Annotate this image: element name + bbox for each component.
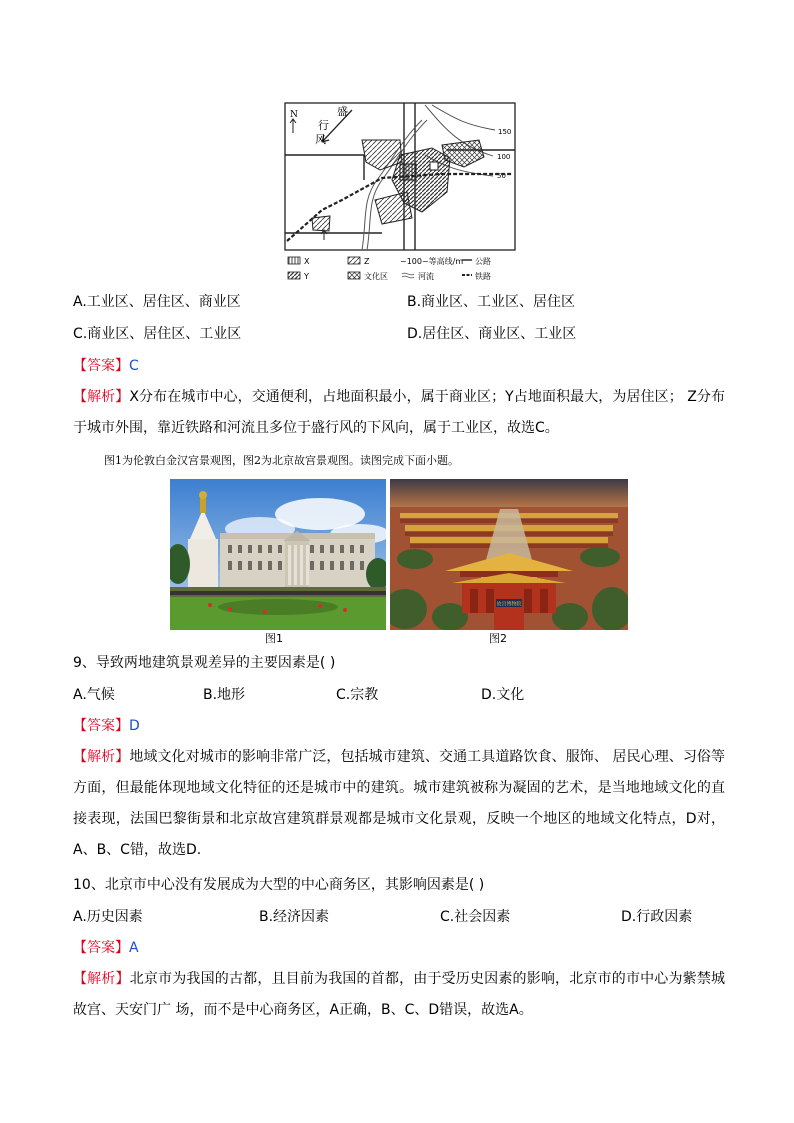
q10-answer xyxy=(73,938,139,958)
contour-label-150: 150 xyxy=(498,128,512,136)
zone-small-sw xyxy=(312,216,330,231)
q8-option-b[interactable]: B.商业区、工业区、居住区 xyxy=(407,294,576,310)
figure-1-caption: 图1 xyxy=(265,632,283,645)
q8-analysis xyxy=(73,382,725,444)
q9-analysis-tag: 【解析】 xyxy=(73,749,130,765)
q9-analysis-text: 地域文化对城市的影响非常广泛，包括城市建筑、交通工具道路饮食、服饰、 居民心理、习俗等方面，但最能体现地域文化特征的还是城市中的建筑。城市建筑被称为凝固的艺术，是当地地域文化的直接表现，法国巴黎街景和北京故宫建筑群景观都是城市文化景观，反映一个地区的地域文化特点，D对，A、B、C错，故选D. xyxy=(73,749,725,858)
legend-culture-label: 文化区 xyxy=(364,272,388,281)
figure-intro: 图1为伦敦白金汉宫景观图，图2为北京故宫景观图。读图完成下面小题。 xyxy=(104,454,459,467)
q10-analysis-text: 北京市为我国的古都，且目前为我国的首都，由于受历史因素的影响，北京市的市中心为紫禁城故宫、天安门广 场，而不是中心商务区，A正确，B、C、D错误，故选A。 xyxy=(73,971,726,1018)
q10-option-d[interactable]: D.行政因素 xyxy=(621,909,693,925)
q9-answer-tag: 【答案】 xyxy=(73,718,129,734)
q9-answer-value: D xyxy=(129,718,140,734)
north-arrow-icon xyxy=(290,119,296,133)
q9-option-a[interactable]: A.气候 xyxy=(73,687,115,703)
contour-label-100: 100 xyxy=(497,153,511,161)
q8-answer-tag: 【答案】 xyxy=(73,358,129,374)
small-arrow-icon xyxy=(321,230,327,240)
q9-option-d[interactable]: D.文化 xyxy=(481,687,525,703)
map-legend xyxy=(288,256,491,281)
q8-answer xyxy=(73,356,139,376)
small-box xyxy=(430,162,438,170)
contour-label-50: 50 xyxy=(497,172,506,180)
legend-z-swatch xyxy=(348,257,360,264)
legend-x-swatch xyxy=(288,257,300,264)
q10-stem: 10、北京市中心没有发展成为大型的中心商务区，其影响因素是( ) xyxy=(73,877,485,893)
legend-y-label: Y xyxy=(304,272,309,281)
legend-culture-swatch xyxy=(348,272,360,279)
q8-analysis-text: X分布在城市中心，交通便利，占地面积最小，属于商业区；Y占地面积最大，为居住区； Z分布于城市外围，靠近铁路和河流且多位于盛行风的下风向，属于工业区，故选C。 xyxy=(73,389,725,436)
figure-2-forbidden-city xyxy=(390,479,628,630)
q10-analysis-tag: 【解析】 xyxy=(73,971,130,987)
zone-z-north xyxy=(362,140,402,170)
legend-river-swatch xyxy=(402,273,414,278)
city-map-svg xyxy=(282,100,518,285)
q9-option-c[interactable]: C.宗教 xyxy=(336,687,379,703)
legend-road-label: 公路 xyxy=(475,257,491,266)
q9-stem: 9、导致两地建筑景观差异的主要因素是( ) xyxy=(73,655,336,671)
legend-rail-label: 铁路 xyxy=(475,272,491,281)
wind-char-2: 行 xyxy=(318,119,329,132)
q10-option-c[interactable]: C.社会因素 xyxy=(440,909,511,925)
q8-answer-value: C xyxy=(129,358,139,374)
q10-option-b[interactable]: B.经济因素 xyxy=(259,909,330,925)
q8-analysis-tag: 【解析】 xyxy=(73,389,130,405)
north-label: N xyxy=(290,110,298,120)
figure-2-caption: 图2 xyxy=(489,632,507,645)
legend-y-swatch xyxy=(288,272,300,279)
q9-analysis xyxy=(73,742,725,866)
q8-option-a[interactable]: A.工业区、居住区、商业区 xyxy=(73,294,241,310)
q10-answer-tag: 【答案】 xyxy=(73,940,129,956)
q10-option-a[interactable]: A.历史因素 xyxy=(73,909,143,925)
q9-answer xyxy=(73,716,140,736)
legend-river-label: 河流 xyxy=(418,272,434,281)
q9-option-b[interactable]: B.地形 xyxy=(203,687,246,703)
buckingham-palace-image xyxy=(170,479,386,630)
legend-x-label: X xyxy=(304,257,310,266)
q8-option-c[interactable]: C.商业区、居住区、工业区 xyxy=(73,326,242,342)
forbidden-city-image xyxy=(390,479,628,630)
q8-option-d[interactable]: D.居住区、商业区、工业区 xyxy=(407,326,577,342)
contour-150 xyxy=(432,105,495,130)
wind-char-3: 风 xyxy=(315,133,326,146)
q10-answer-value: A xyxy=(129,940,139,956)
q10-analysis xyxy=(73,964,725,1026)
legend-z-label: Z xyxy=(364,257,370,266)
city-map-figure xyxy=(282,100,518,285)
wind-char-1: 盛 xyxy=(337,105,348,118)
palace-plaque-text: 故宫博物院 xyxy=(496,601,522,608)
legend-contour-label: ~100~等高线/m xyxy=(400,257,464,266)
figure-1-buckingham-palace xyxy=(170,479,386,630)
